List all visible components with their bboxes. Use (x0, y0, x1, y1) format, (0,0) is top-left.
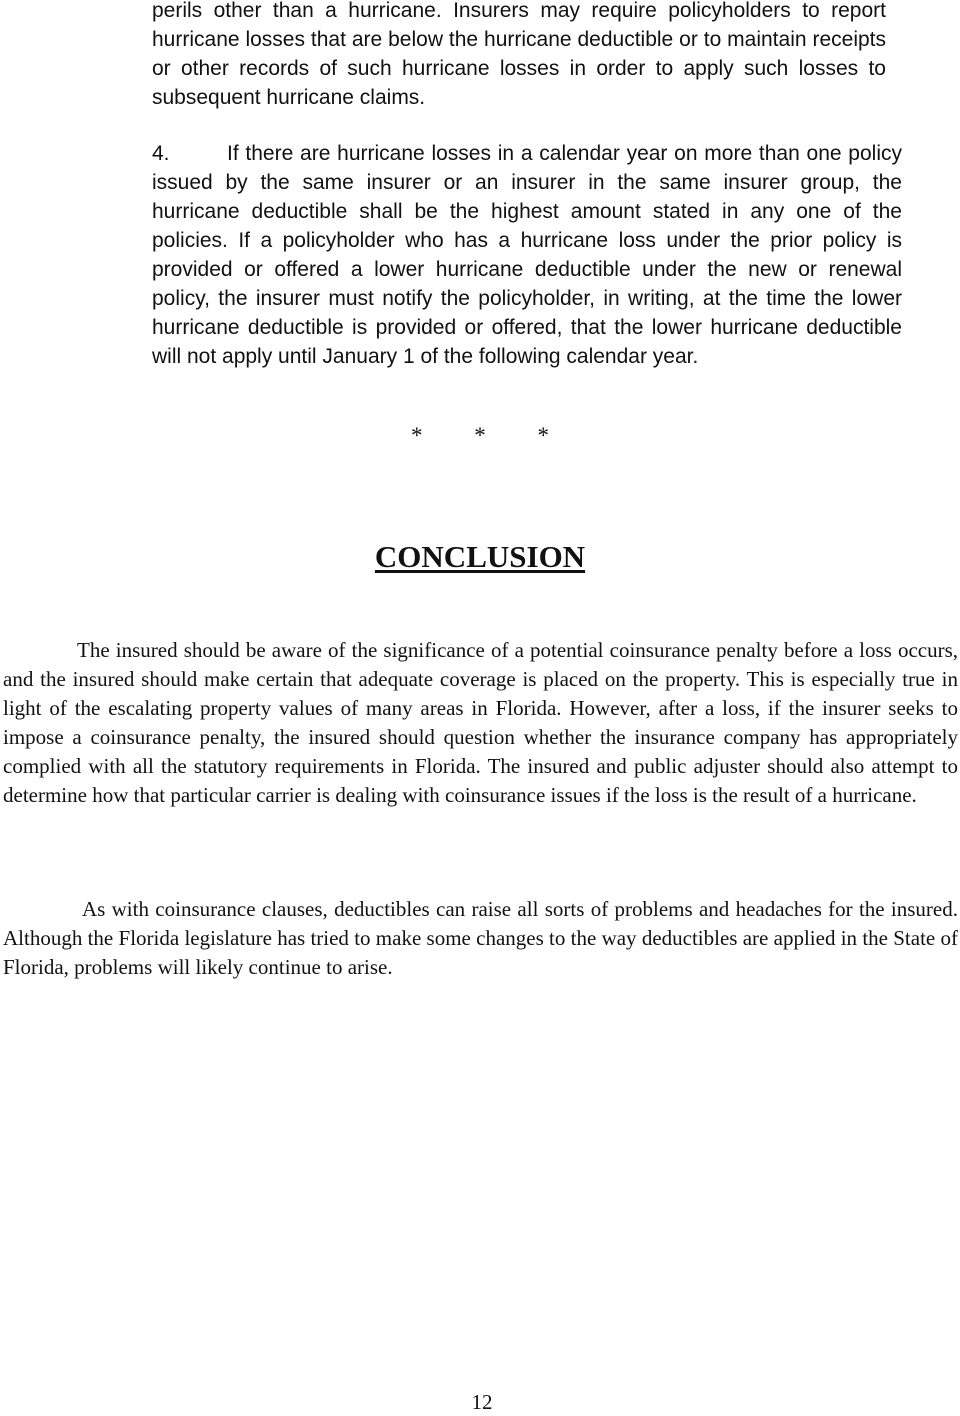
conclusion-heading: CONCLUSION (374, 539, 586, 574)
list-item-4-text: If there are hurricane losses in a calendar year on more than one policy issued by the same insurer or an insurer in the same insurer group, the hurricane deductible shall be the highest amount stated in any one of the policies. If a policyholder who has a hurricane loss under the prior policy is provided or offered a lower hurricane deductible under the new or renewal policy, the insurer must notify the policyholder, in writing, at the time the lower hurricane deductible is provided or offered, that the lower hurricane deductible will not apply until January 1 of the following calendar year. (152, 142, 902, 368)
continuation-paragraph: perils other than a hurricane. Insurers may require policyholders to report hurricane losses that are below the hurricane deductible or to maintain receipts or other records of such hurricane losses in order to apply such losses to subsequent hurricane claims. (152, 0, 886, 109)
conclusion-paragraph-1: The insured should be aware of the significance of a potential coinsurance penalty before a loss occurs, and the insured should make certain that adequate coverage is placed on the property. This is especially true in light of the escalating property values of many areas in Florida. However, after a loss, if the insurer seeks to impose a coinsurance penalty, the insured should question whether the insurance company has appropriately complied with all the statutory requirements in Florida. The insured and public adjuster should also attempt to determine how that particular carrier is dealing with coinsurance issues if the loss is the result of a hurricane. (3, 638, 958, 807)
conclusion-paragraph-2: As with coinsurance clauses, deductibles can raise all sorts of problems and headaches for the insured. Although the Florida legislature has tried to make some changes to the way deductibles are applied in the State of Florida, problems will likely continue to arise. (3, 897, 958, 979)
list-item-4 (152, 139, 902, 371)
section-separator: * * * (411, 423, 549, 448)
list-item-number: 4. (152, 142, 170, 165)
page-number: 12 (471, 1390, 493, 1414)
